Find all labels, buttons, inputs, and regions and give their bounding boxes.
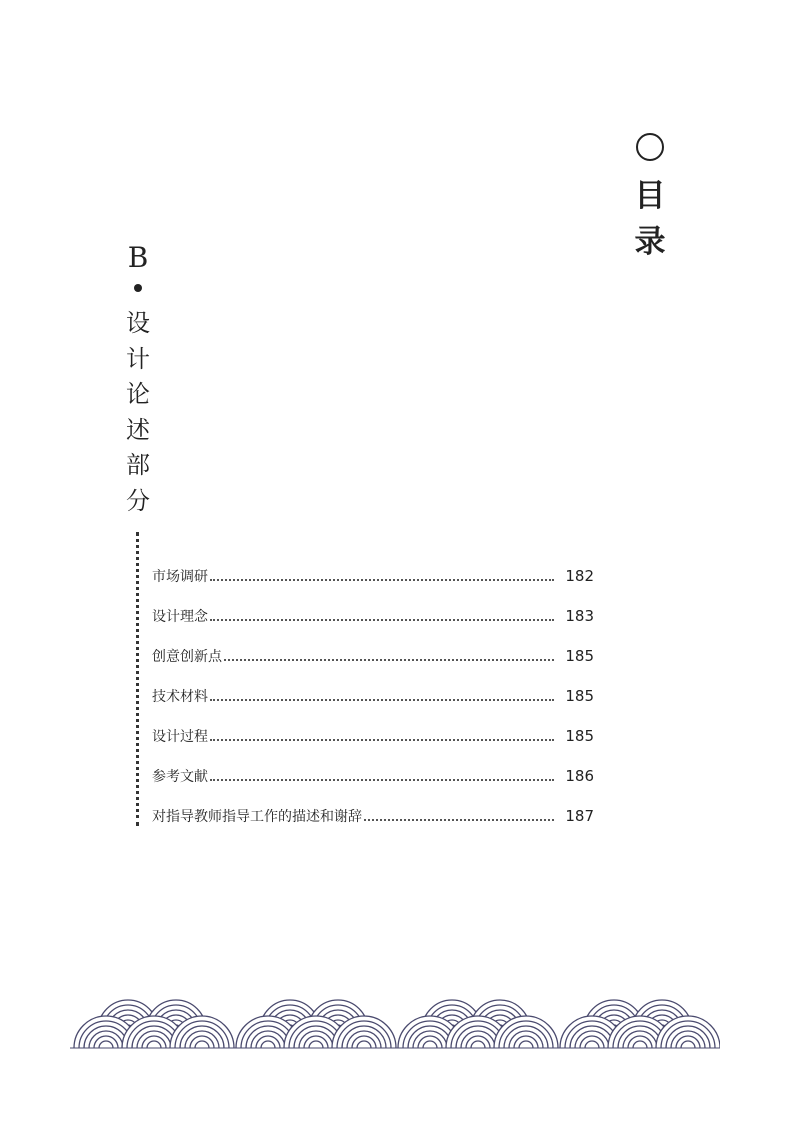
circle-icon [636, 133, 664, 161]
toc-leader-dots [210, 619, 554, 621]
toc-entry-page: 187 [565, 807, 594, 825]
toc-entry-title: 设计过程 [152, 729, 208, 745]
toc-entry[interactable] [152, 716, 594, 756]
toc-leader-dots [210, 699, 554, 701]
section-title-char-4: 述 [126, 415, 150, 444]
wave-group [236, 1000, 396, 1048]
toc-entry[interactable] [152, 596, 594, 636]
toc-entry-page: 183 [565, 607, 594, 625]
toc-entry-title: 对指导教师指导工作的描述和谢辞 [152, 809, 362, 825]
toc-leader-dots [210, 739, 554, 741]
wave-group [560, 1000, 720, 1048]
toc-entry[interactable] [152, 636, 594, 676]
toc-entry-page: 185 [565, 687, 594, 705]
toc-entry-title: 创意创新点 [152, 649, 222, 665]
page-title-char-2: 录 [634, 224, 666, 260]
toc-entry[interactable] [152, 676, 594, 716]
wave-group [74, 1000, 234, 1048]
toc-entry-page: 185 [565, 727, 594, 745]
toc-entry[interactable] [152, 796, 594, 836]
toc-entry-page: 182 [565, 567, 594, 585]
section-title-char-1: 设 [126, 309, 150, 337]
toc-leader-dots [224, 659, 554, 661]
toc-entry-title: 技术材料 [152, 689, 208, 705]
seigaiha-wave-pattern-icon [70, 990, 720, 1052]
toc-list [152, 556, 594, 836]
toc-entry-title: 设计理念 [152, 609, 208, 625]
section-title-char-3: 论 [126, 380, 150, 408]
section-title-char-2: 计 [126, 344, 150, 373]
wave-group [398, 1000, 558, 1048]
toc-entry-title: 市场调研 [152, 569, 208, 585]
toc-leader-dots [364, 819, 554, 821]
page-title-char-1: 目 [634, 178, 666, 214]
section-letter: B [127, 241, 149, 274]
toc-entry[interactable] [152, 556, 594, 596]
toc-entry[interactable] [152, 756, 594, 796]
page-title [628, 133, 672, 265]
section-title-char-6: 分 [126, 486, 150, 515]
section-title-char-5: 部 [126, 451, 150, 479]
toc-entry-title: 参考文献 [152, 769, 208, 785]
dotted-divider [136, 532, 139, 826]
section-heading [118, 238, 158, 519]
toc-leader-dots [210, 579, 554, 581]
toc-leader-dots [210, 779, 554, 781]
toc-entry-page: 185 [565, 647, 594, 665]
toc-entry-page: 186 [565, 767, 594, 785]
bullet-dot-icon [134, 284, 142, 292]
